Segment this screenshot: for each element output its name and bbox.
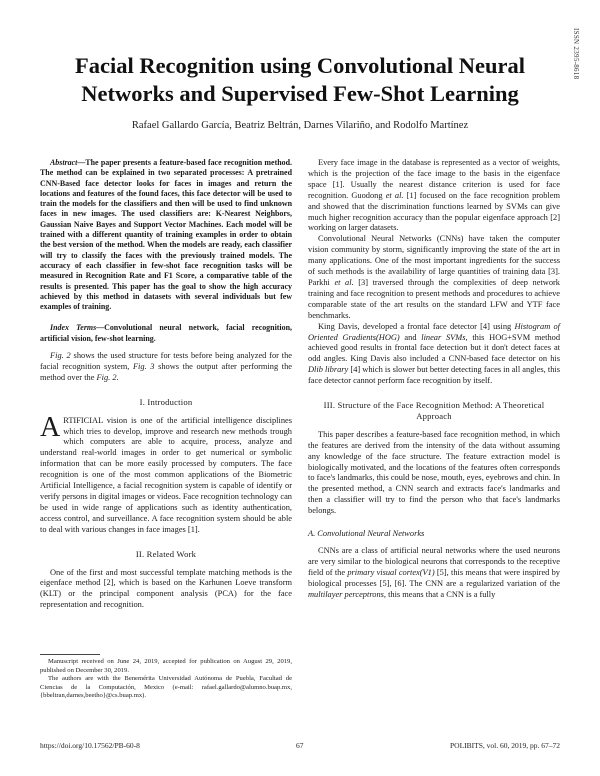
text-span: Every face image in the database is represented as a vector of weights, which is the projection of the face image to the basis in the eigenface space [1]. Usually the nearest distance criterion is used for face recognition. Guodong [308,158,560,200]
fig-ref: Fig. 2 [96,372,117,382]
emphasis: primary visual cortex(V1) [347,567,435,577]
footnote-authors: The authors are with the Benemérita Universidad Autónoma de Puebla, Facultad de Ciencias de la Computación, Mexico (e-mail: rafael.gallardo@alumno.buap.mx, {bbeltran,darnes,beetho}@cs.buap.mx). [40,675,292,700]
index-terms-text: —Convolutional neural network, facial recognition, artificial vision, few-shot learning. [40,323,292,343]
text-span: [1] focused on the face recognition problem and showed that the discrimination functions learned by SVMs can give much higher recognition accuracy than the popular eigenface approach [2] working on larger datasets. [308,190,560,233]
journal-citation: POLIBITS, vol. 60, 2019, pp. 67–72 [449,741,560,750]
introduction-text: RTIFICIAL vision is one of the artificial intelligence disciplines which tries to develop, improve and research new methods trough which computers are able to acquire, process, analyze and understand real-world images in order to get numerical or symbolic information that can be more easily processed by computers. The face recognition is one of the most common applications of the Biometric Artificial Intelligence, a facial recognition system is capable of identify or verify persons in digital images or videos. Face recognition technology can be used in wide range of applications such as identity authentication, access control, and surveillance. A face recognition system should be able to deal with various changes in face images [1]. [40,415,292,534]
index-terms-label: Index Terms [50,323,97,333]
text-span: Convolutional Neural Networks (CNNs) have taken the computer vision community by storm, significantly improving the state of the art in many applications. One of the most important ingredients for the success of such methods is the availability of large quantities of training data [3]. Parkhi [308,234,560,287]
text-span: shows the output after performing the method over the [40,361,292,382]
footnote-received: Manuscript received on June 24, 2019, accepted for publication on August 29, 2019, published on December 30, 2019. [40,658,292,674]
fig-ref: Fig. 2 [50,351,71,361]
abstract [40,158,292,312]
section-heading-structure: III. Structure of the Face Recognition Method: A Theoretical Approach [323,400,545,421]
text-span: . [116,372,119,382]
text-span: and [399,332,422,342]
index-terms [40,323,292,344]
doi-link[interactable]: https://doi.org/10.17562/PB-60-8 [40,741,140,750]
text-span: , this HOG+SVM method achieved good results in frontal face detection but it don't detect faces at odd angles. King Davis also included a CNN-based face detector on his [308,332,561,364]
paper-title: Facial Recognition using Convolutional Neural Networks and Supervised Few-Shot Learning [74,53,526,106]
left-column [40,158,292,611]
subsection-heading-cnn: A. Convolutional Neural Networks [308,529,425,539]
emphasis: Histogram of Oriented Gradients(HOG) [308,321,560,342]
figure-reference-paragraph [40,351,292,384]
text-span: King Davis, developed a frontal face detector [4] using [318,321,515,331]
text-span: [3] traversed through the complexities of deep network training and face recognition to present methods and procedures to achieve comparable state of the art results on the standard LFW and YTF face benchmarks. [308,277,560,320]
abstract-label: Abstract [50,158,78,167]
introduction-paragraph [40,411,292,536]
text-span: [4] which is slower but better detecting faces in all angles, this face detector cannot perform face recognition by itself. [308,365,560,386]
abstract-text: —The paper presents a feature-based face recognition method. The method can be explained in two separated processes: A pretrained CNN-Based face detector looks for faces in images and return the locations and features of the found faces, this face detector will be used to train the models for the classifiers and then will be used to find unknown faces in new images. The used classifiers are: K-Nearest Neighbors, Gaussian Naive Bayes and Support Vector Machines. Each model will be trained with a different quantity of training examples in order to obtain the best version of the method. When the models are ready, each classifier will try to classify the faces with the previously trained models. The accuracy of each classifier in few-shot face recognition tasks will be measured in Recognition Rate and F1 Score, a comparative table of the results is presented. This paper has the goal to show the high accuracy achieved by this method in datasets with several individuals but few examples of training. [40,158,292,312]
emphasis: linear SVMs [421,332,466,342]
paragraph [308,234,560,321]
issn-label: ISSN 2395-8618 [572,28,580,80]
footnote-divider [40,654,100,655]
emphasis: et al. [334,277,354,287]
paragraph [308,546,560,601]
paragraph [308,322,560,387]
author-list: Rafael Gallardo García, Beatriz Beltrán, Darnes Vilariño, and Rodolfo Martínez [131,120,469,131]
section-heading-introduction: I. Introduction [139,396,193,407]
fig-ref: Fig. 3 [132,361,155,371]
drop-cap: A [40,411,61,443]
related-work-paragraph: One of the first and most successful template matching methods is the eigenface method [2], which is based on the Karhunen Loeve transform (KLT) or the principal component analysis (PCA) for the face representation and recognition. [40,567,292,610]
section-heading-related-work: II. Related Work [135,548,197,559]
right-column [308,158,560,601]
paragraph: This paper describes a feature-based face recognition method, in which the features are derived from the intensity of the data without assuming any knowledge of the face structure. The feature extraction model is biologically motivated, and the locations of the features often corresponds to face's landmarks, this could be nose, mouth, eyes, eyebrows and chin. In the presented method, a CNN search and extracts face's landmarks and then a classifier will try to find the person who that face's landmarks belongs. [308,429,560,516]
emphasis: multilayer perceptrons [308,589,384,599]
text-span: , this means that a CNN is a fully [383,589,496,599]
text-span: [5], this means that were inspired by biological processes [5], [6]. The CNN are a regularized variation of the [308,567,560,588]
emphasis: et al. [385,190,404,200]
text-span: shows the used structure for tests before being analyzed for the facial recognition system, [40,351,292,371]
page-number: 67 [296,741,304,750]
emphasis: Dlib library [308,365,349,375]
paragraph [308,158,560,234]
text-span: CNNs are a class of artificial neural networks where the used neurons are very similar to the biological neurons that corresponds to the receptive field of the [308,546,560,577]
footnote [40,654,292,701]
